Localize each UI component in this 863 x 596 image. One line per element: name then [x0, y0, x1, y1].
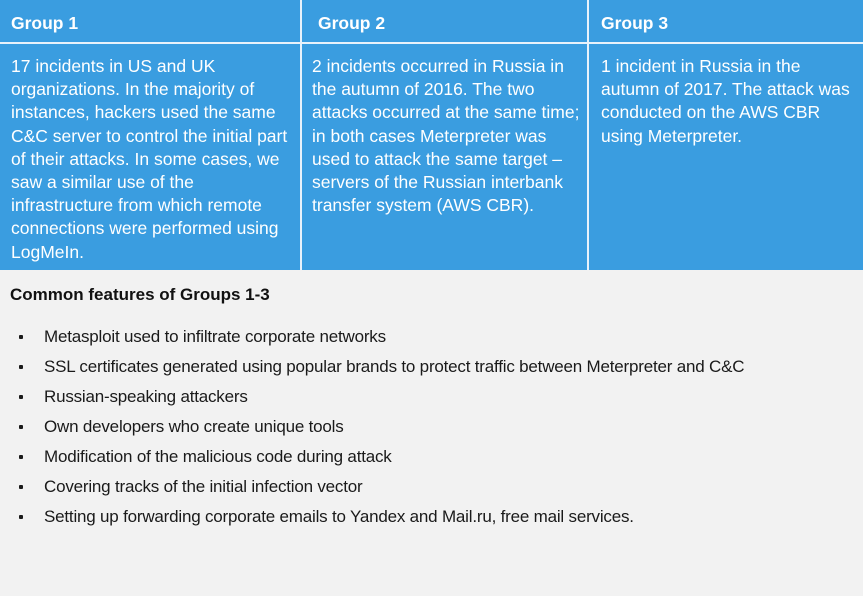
group-3-header: Group 3	[601, 13, 669, 33]
list-item: Own developers who create unique tools	[0, 414, 744, 444]
groups-table	[0, 0, 863, 270]
bullet-icon	[19, 515, 23, 519]
list-item: Setting up forwarding corporate emails to Yandex and Mail.ru, free mail services.	[0, 504, 744, 534]
list-item: SSL certificates generated using popular brands to protect traffic between Meterpreter and C&C	[0, 354, 744, 384]
common-features-list	[0, 324, 744, 534]
group-1-description: 17 incidents in US and UK organizations. In the majority of instances, hackers used the same C&C server to control the initial part of their attacks. In some cases, we saw a similar use of the infrastructure from which remote connections were performed using LogMeIn.	[11, 56, 288, 262]
bullet-icon	[19, 425, 23, 429]
bullet-icon	[19, 335, 23, 339]
group-2-header: Group 2	[318, 13, 386, 33]
bullet-icon	[19, 395, 23, 399]
group-3-description: 1 incident in Russia in the autumn of 2017. The attack was conducted on the AWS CBR using Meterpreter.	[601, 56, 850, 146]
common-features-title: Common features of Groups 1-3	[10, 285, 270, 304]
list-item: Covering tracks of the initial infection vector	[0, 474, 744, 504]
list-item: Russian-speaking attackers	[0, 384, 744, 414]
group-1-header: Group 1	[11, 13, 79, 33]
group-2-description: 2 incidents occurred in Russia in the autumn of 2016. The two attacks occurred at the same time; in both cases Meterpreter was used to attack the same target – servers of the Russian interbank transfer system (AWS CBR).	[312, 56, 580, 216]
column-divider-2	[587, 0, 589, 270]
bullet-icon	[19, 455, 23, 459]
column-divider-1	[300, 0, 302, 270]
header-divider	[0, 42, 863, 44]
bullet-icon	[19, 365, 23, 369]
list-item: Modification of the malicious code during attack	[0, 444, 744, 474]
bullet-icon	[19, 485, 23, 489]
list-item: Metasploit used to infiltrate corporate networks	[0, 324, 744, 354]
